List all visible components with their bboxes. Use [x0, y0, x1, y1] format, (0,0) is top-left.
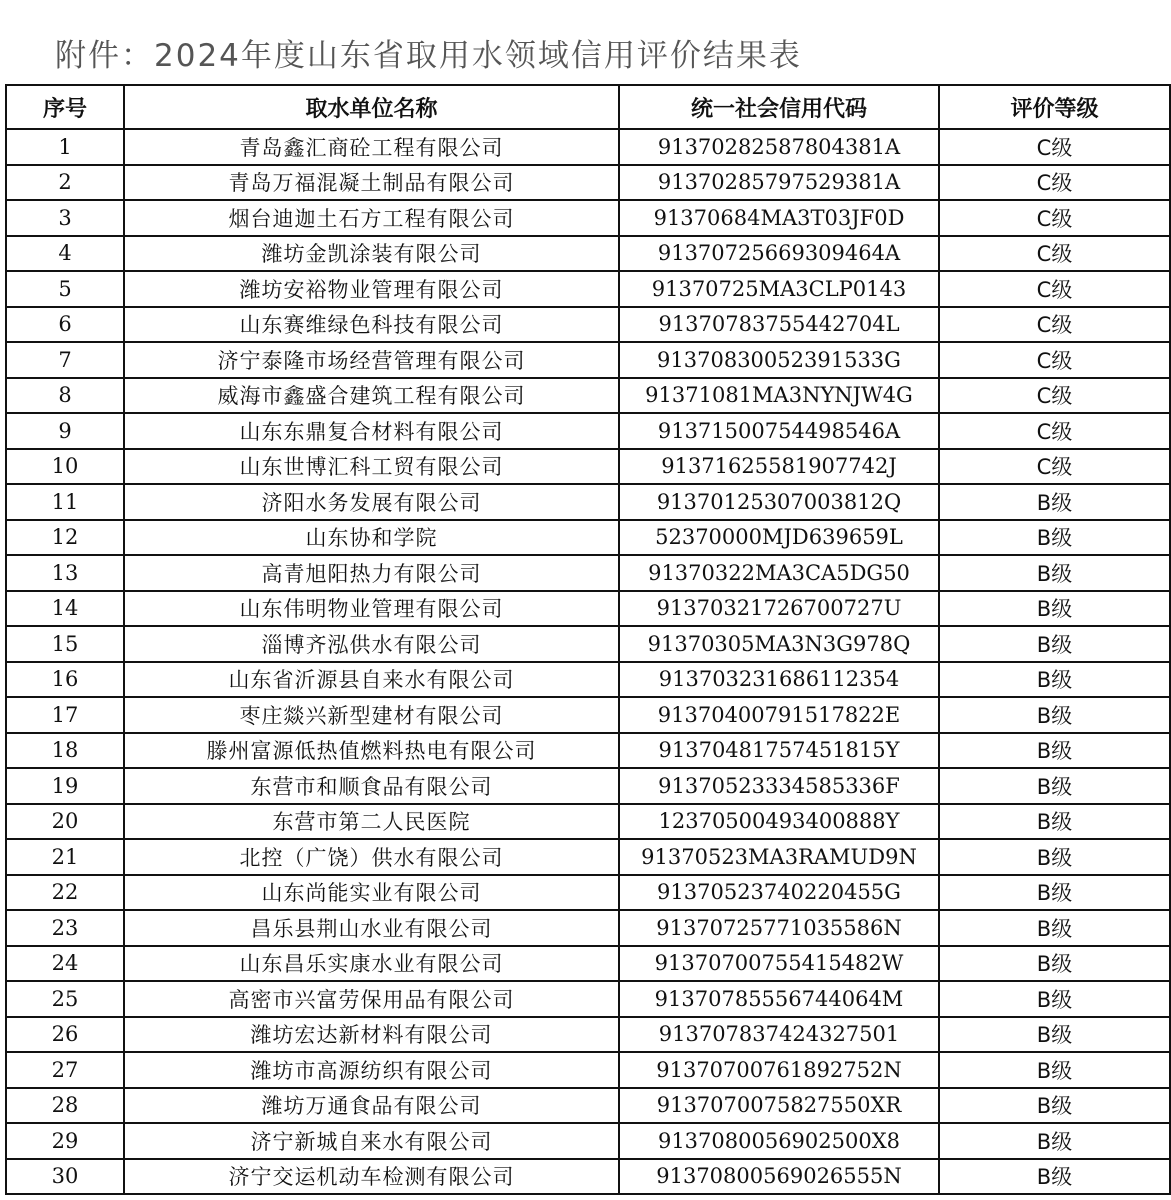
table-row [6, 1088, 1170, 1124]
unit-name: 山东尚能实业有限公司 [124, 875, 619, 911]
table-row [6, 1052, 1170, 1088]
evaluation-grade: B级 [939, 1017, 1170, 1053]
evaluation-grade: B级 [939, 1052, 1170, 1088]
row-index: 21 [6, 839, 124, 875]
row-index: 24 [6, 946, 124, 982]
row-index: 25 [6, 981, 124, 1017]
row-index: 10 [6, 449, 124, 485]
credit-code: 913703231686112354 [619, 662, 939, 698]
unit-name: 山东省沂源县自来水有限公司 [124, 662, 619, 698]
row-index: 30 [6, 1159, 124, 1195]
row-index: 23 [6, 910, 124, 946]
evaluation-grade: B级 [939, 804, 1170, 840]
evaluation-grade: B级 [939, 1123, 1170, 1159]
unit-name: 山东赛维绿色科技有限公司 [124, 307, 619, 343]
evaluation-grade: B级 [939, 875, 1170, 911]
credit-code: 91370785556744064M [619, 981, 939, 1017]
evaluation-grade: B级 [939, 839, 1170, 875]
evaluation-grade: C级 [939, 271, 1170, 307]
credit-code: 91370725669309464A [619, 236, 939, 272]
table-row [6, 804, 1170, 840]
table-row [6, 307, 1170, 343]
unit-name: 潍坊安裕物业管理有限公司 [124, 271, 619, 307]
table-row [6, 129, 1170, 165]
table-row [6, 236, 1170, 272]
row-index: 6 [6, 307, 124, 343]
row-index: 27 [6, 1052, 124, 1088]
header-credit-code: 统一社会信用代码 [619, 85, 939, 129]
credit-code: 91370282587804381A [619, 129, 939, 165]
credit-evaluation-table [5, 84, 1171, 1195]
credit-code: 91370725771035586N [619, 910, 939, 946]
table-row [6, 981, 1170, 1017]
row-index: 5 [6, 271, 124, 307]
credit-code: 91370400791517822E [619, 697, 939, 733]
row-index: 20 [6, 804, 124, 840]
credit-code: 91371625581907742J [619, 449, 939, 485]
row-index: 22 [6, 875, 124, 911]
credit-code: 91370481757451815Y [619, 733, 939, 769]
table-row [6, 839, 1170, 875]
row-index: 12 [6, 520, 124, 556]
table-row [6, 626, 1170, 662]
row-index: 13 [6, 555, 124, 591]
table-header-row [6, 85, 1170, 129]
evaluation-grade: B级 [939, 910, 1170, 946]
row-index: 2 [6, 165, 124, 201]
row-index: 15 [6, 626, 124, 662]
row-index: 28 [6, 1088, 124, 1124]
credit-code: 91370125307003812Q [619, 484, 939, 520]
row-index: 16 [6, 662, 124, 698]
table-row [6, 449, 1170, 485]
credit-code: 91371500754498546A [619, 413, 939, 449]
credit-code: 91370725MA3CLP0143 [619, 271, 939, 307]
credit-code: 91370684MA3T03JF0D [619, 200, 939, 236]
credit-code: 9137080056902500X8 [619, 1123, 939, 1159]
unit-name: 滕州富源低热值燃料热电有限公司 [124, 733, 619, 769]
unit-name: 淄博齐泓供水有限公司 [124, 626, 619, 662]
row-index: 1 [6, 129, 124, 165]
row-index: 29 [6, 1123, 124, 1159]
header-unit-name: 取水单位名称 [124, 85, 619, 129]
table-row [6, 484, 1170, 520]
credit-code: 91371081MA3NYNJW4G [619, 378, 939, 414]
credit-code: 91370700755415482W [619, 946, 939, 982]
evaluation-grade: C级 [939, 378, 1170, 414]
table-row [6, 662, 1170, 698]
table-row [6, 342, 1170, 378]
credit-code: 91370523MA3RAMUD9N [619, 839, 939, 875]
unit-name: 潍坊万通食品有限公司 [124, 1088, 619, 1124]
evaluation-grade: B级 [939, 591, 1170, 627]
table-row [6, 555, 1170, 591]
evaluation-grade: B级 [939, 1159, 1170, 1195]
credit-code: 91370700761892752N [619, 1052, 939, 1088]
credit-code: 91370305MA3N3G978Q [619, 626, 939, 662]
evaluation-grade: C级 [939, 129, 1170, 165]
evaluation-grade: B级 [939, 555, 1170, 591]
unit-name: 山东世博汇科工贸有限公司 [124, 449, 619, 485]
unit-name: 青岛鑫汇商砼工程有限公司 [124, 129, 619, 165]
row-index: 26 [6, 1017, 124, 1053]
evaluation-grade: C级 [939, 165, 1170, 201]
evaluation-grade: C级 [939, 342, 1170, 378]
credit-code: 91370285797529381A [619, 165, 939, 201]
table-row [6, 378, 1170, 414]
unit-name: 东营市和顺食品有限公司 [124, 768, 619, 804]
unit-name: 山东昌乐实康水业有限公司 [124, 946, 619, 982]
credit-code: 91370523334585336F [619, 768, 939, 804]
evaluation-grade: B级 [939, 520, 1170, 556]
credit-code: 91370800569026555N [619, 1159, 939, 1195]
table-row [6, 733, 1170, 769]
table-row [6, 910, 1170, 946]
table-row [6, 1123, 1170, 1159]
header-index: 序号 [6, 85, 124, 129]
unit-name: 威海市鑫盛合建筑工程有限公司 [124, 378, 619, 414]
evaluation-grade: B级 [939, 626, 1170, 662]
evaluation-grade: B级 [939, 946, 1170, 982]
unit-name: 东营市第二人民医院 [124, 804, 619, 840]
credit-code: 52370000MJD639659L [619, 520, 939, 556]
credit-code: 913707837424327501 [619, 1017, 939, 1053]
unit-name: 济阳水务发展有限公司 [124, 484, 619, 520]
unit-name: 潍坊宏达新材料有限公司 [124, 1017, 619, 1053]
table-row [6, 271, 1170, 307]
evaluation-grade: C级 [939, 413, 1170, 449]
table-row [6, 1017, 1170, 1053]
document-title: 附件：2024年度山东省取用水领域信用评价结果表 [55, 38, 802, 74]
unit-name: 昌乐县荆山水业有限公司 [124, 910, 619, 946]
table-row [6, 697, 1170, 733]
evaluation-grade: B级 [939, 662, 1170, 698]
table-row [6, 165, 1170, 201]
header-grade: 评价等级 [939, 85, 1170, 129]
row-index: 19 [6, 768, 124, 804]
credit-code: 9137070075827550XR [619, 1088, 939, 1124]
evaluation-grade: B级 [939, 733, 1170, 769]
row-index: 8 [6, 378, 124, 414]
credit-code: 91370783755442704L [619, 307, 939, 343]
table-row [6, 768, 1170, 804]
unit-name: 烟台迪迦土石方工程有限公司 [124, 200, 619, 236]
credit-code: 91370322MA3CA5DG50 [619, 555, 939, 591]
unit-name: 青岛万福混凝土制品有限公司 [124, 165, 619, 201]
evaluation-grade: B级 [939, 768, 1170, 804]
unit-name: 济宁新城自来水有限公司 [124, 1123, 619, 1159]
table-row [6, 946, 1170, 982]
evaluation-grade: B级 [939, 697, 1170, 733]
evaluation-grade: B级 [939, 484, 1170, 520]
credit-code: 91370523740220455G [619, 875, 939, 911]
unit-name: 北控（广饶）供水有限公司 [124, 839, 619, 875]
table-row [6, 520, 1170, 556]
evaluation-grade: C级 [939, 307, 1170, 343]
evaluation-grade: C级 [939, 200, 1170, 236]
row-index: 4 [6, 236, 124, 272]
credit-code: 91370830052391533G [619, 342, 939, 378]
table-body [6, 129, 1170, 1194]
unit-name: 高密市兴富劳保用品有限公司 [124, 981, 619, 1017]
table-row [6, 1159, 1170, 1195]
row-index: 3 [6, 200, 124, 236]
unit-name: 高青旭阳热力有限公司 [124, 555, 619, 591]
unit-name: 山东协和学院 [124, 520, 619, 556]
credit-code: 91370321726700727U [619, 591, 939, 627]
row-index: 9 [6, 413, 124, 449]
row-index: 11 [6, 484, 124, 520]
table-row [6, 875, 1170, 911]
unit-name: 枣庄燚兴新型建材有限公司 [124, 697, 619, 733]
unit-name: 济宁交运机动车检测有限公司 [124, 1159, 619, 1195]
row-index: 7 [6, 342, 124, 378]
evaluation-grade: C级 [939, 236, 1170, 272]
unit-name: 济宁泰隆市场经营管理有限公司 [124, 342, 619, 378]
table-row [6, 200, 1170, 236]
row-index: 17 [6, 697, 124, 733]
row-index: 18 [6, 733, 124, 769]
evaluation-grade: B级 [939, 1088, 1170, 1124]
credit-code: 12370500493400888Y [619, 804, 939, 840]
unit-name: 潍坊市高源纺织有限公司 [124, 1052, 619, 1088]
evaluation-grade: B级 [939, 981, 1170, 1017]
table-row [6, 413, 1170, 449]
unit-name: 山东东鼎复合材料有限公司 [124, 413, 619, 449]
evaluation-grade: C级 [939, 449, 1170, 485]
table-row [6, 591, 1170, 627]
unit-name: 潍坊金凯涂装有限公司 [124, 236, 619, 272]
row-index: 14 [6, 591, 124, 627]
unit-name: 山东伟明物业管理有限公司 [124, 591, 619, 627]
